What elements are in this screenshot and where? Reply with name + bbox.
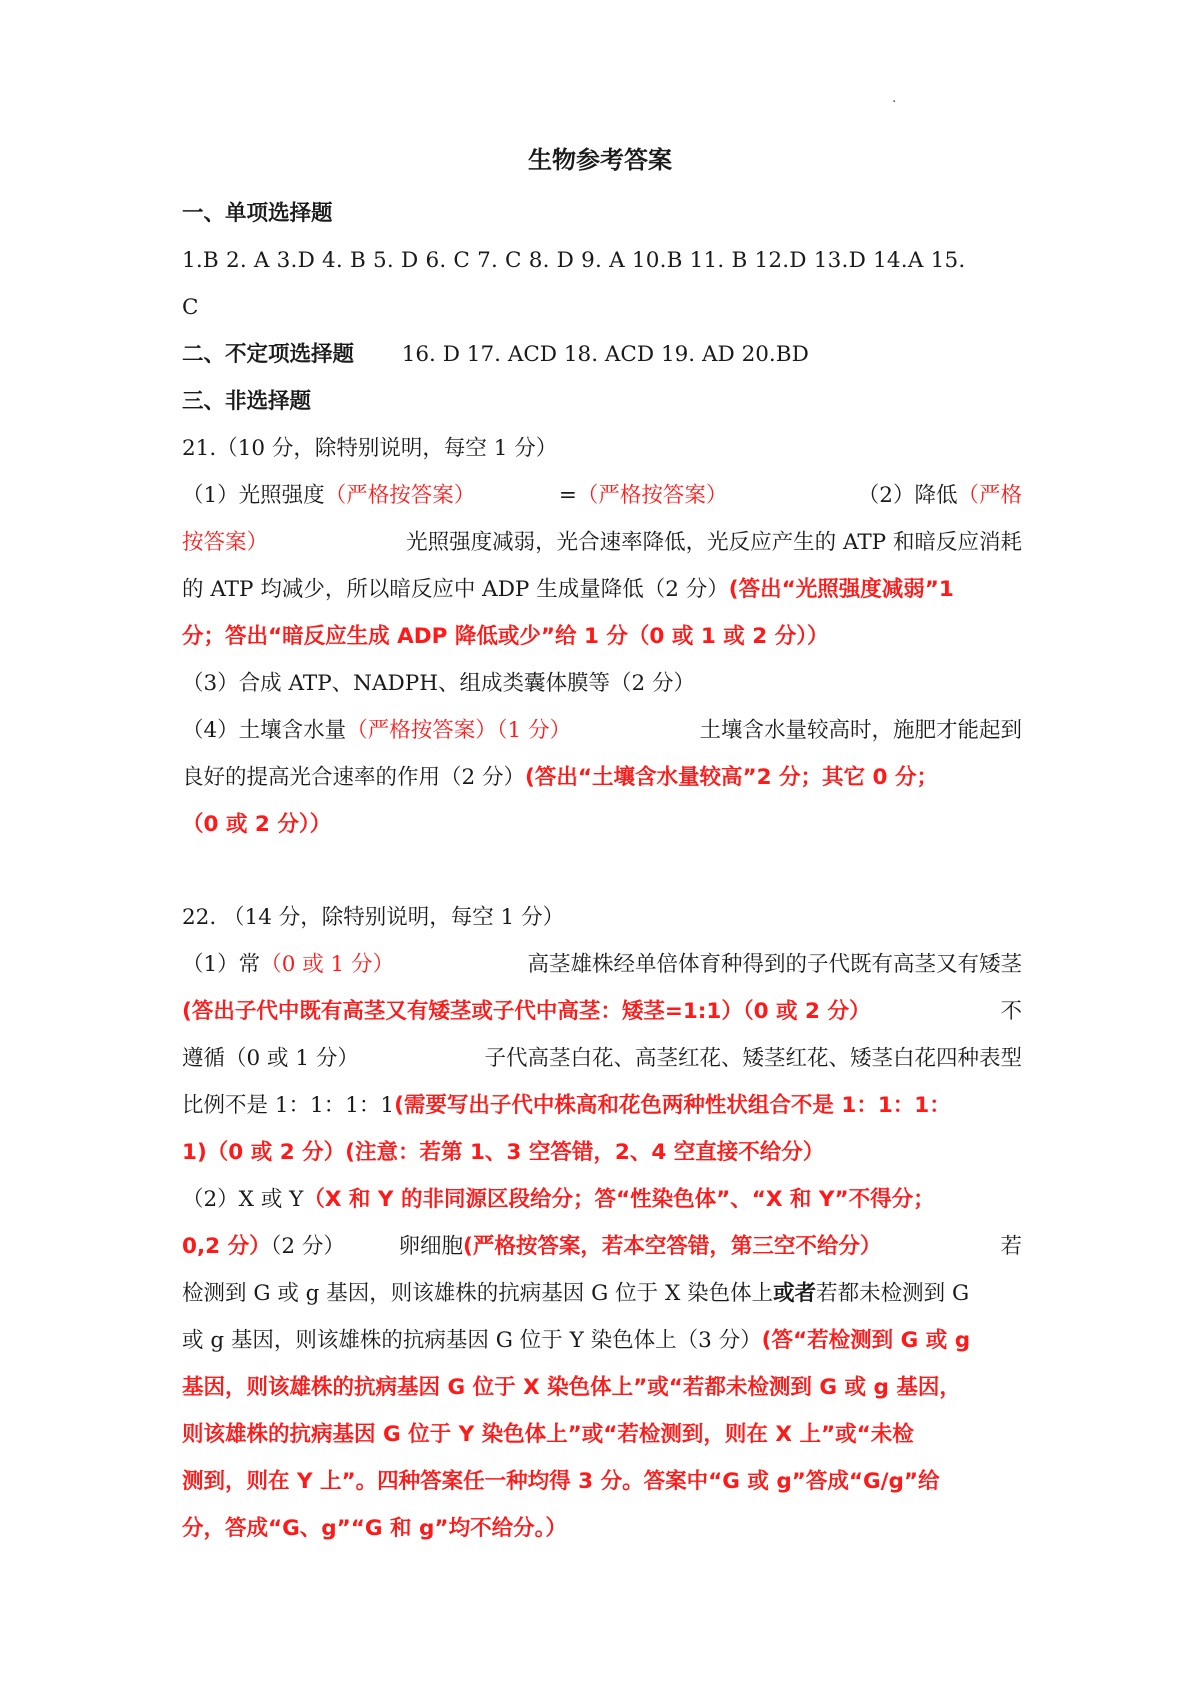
q22-p2-grading-6: 则该雄株的抗病基因 G 位于 Y 染色体上”或“若检测到，则在 X 上”或“未检 — [182, 1422, 914, 1447]
single-choice-answers-tail: C — [182, 295, 199, 320]
q21-p4-note: （严格按答案）（1 分） — [346, 718, 571, 743]
q21-p2-text-2: 的 ATP 均减少，所以暗反应中 ADP 生成量降低（2 分） — [182, 577, 729, 602]
q22-p2-answer-or: 或者 — [773, 1281, 817, 1306]
document-body — [182, 190, 1022, 1552]
q21-p1-note-2: （严格按答案） — [576, 483, 728, 508]
q22-line-1 — [182, 941, 1022, 988]
single-choice-answers: 1.B 2. A 3.D 4. B 5. D 6. C 7. C 8. D 9. A 10.B 11. B 12.D 13.D 14.A 15. — [182, 248, 966, 273]
q22-line-9 — [182, 1317, 1022, 1364]
multi-choice-answers: 16. D 17. ACD 18. ACD 19. AD 20.BD — [401, 342, 809, 367]
q21-p4-answer: （4）土壤含水量 — [182, 718, 347, 743]
q22-p2-grading-3: (严格按答案，若本空答错，第三空不给分） — [463, 1234, 882, 1259]
q22-p1-grading-1: (答出子代中既有高茎又有矮茎或子代中高茎：矮茎=1:1）（0 或 2 分） — [182, 999, 871, 1024]
q21-p4-text-1: 土壤含水量较高时，施肥才能起到 — [699, 718, 1022, 743]
q21-line-6 — [182, 707, 1022, 754]
q22-p2-grading-2: 0,2 分） — [182, 1234, 271, 1259]
q22-p1-note: （0 或 1 分） — [260, 952, 395, 977]
q22-p1-answer: （1）常 — [182, 952, 261, 977]
q21-line-7 — [182, 754, 1022, 801]
q21-p4-text-2: 良好的提高光合速率的作用（2 分） — [182, 765, 526, 790]
q22-p1-text-2: 子代高茎白花、高茎红花、矮茎红花、矮茎白花四种表型 — [484, 1046, 1022, 1071]
section-heading-non-choice: 三、非选择题 — [182, 389, 312, 414]
q21-p2-grading-2: 分；答出“暗反应生成 ADP 降低或少”给 1 分（0 或 1 或 2 分）） — [182, 624, 829, 649]
q21-line-1 — [182, 472, 1022, 519]
q22-line-6 — [182, 1176, 1022, 1223]
q22-line-3 — [182, 1035, 1022, 1082]
q21-p1-answer: （1）光照强度 — [182, 483, 325, 508]
q21-p2-note-1: （严格 — [957, 483, 1022, 508]
q22-p1-text-3: 比例不是 1：1：1：1 — [182, 1093, 395, 1118]
q22-line-7 — [182, 1223, 1022, 1270]
q21-p1-answer-2: = — [558, 483, 577, 508]
q22-p1-grading-2: (需要写出子代中株高和花色两种性状组合不是 1：1：1： — [394, 1093, 951, 1118]
q21-p4-grading-1: (答出“土壤含水量较高”2 分；其它 0 分； — [525, 765, 938, 790]
q22-p2-grading-5: 基因，则该雄株的抗病基因 G 位于 X 染色体上”或“若都未检测到 G 或 g 基因， — [182, 1375, 961, 1400]
q22-p1-grading-3: 1)（0 或 2 分）(注意：若第 1、3 空答错，2、4 空直接不给分） — [182, 1140, 825, 1165]
q21-line-3 — [182, 566, 1022, 613]
q22-p2-answer-3c: 若都未检测到 G — [816, 1281, 970, 1306]
q22-p2-score: （2 分） — [270, 1234, 345, 1259]
q22-p2-answer-3a: 若 — [1000, 1234, 1022, 1259]
q22-p2-grading-1: （X 和 Y 的非同源区段给分；答“性染色体”、“X 和 Y”不得分； — [303, 1187, 935, 1212]
q22-p2-answer-3b: 检测到 G 或 g 基因，则该雄株的抗病基因 G 位于 X 染色体上 — [182, 1281, 774, 1306]
q21-p2-text-1: 光照强度减弱，光合速率降低，光反应产生的 ATP 和暗反应消耗 — [406, 530, 1022, 555]
q22-line-4 — [182, 1082, 1022, 1129]
q22-line-2 — [182, 988, 1022, 1035]
q22-p1-text-1: 高茎雄株经单倍体育种得到的子代既有高茎又有矮茎 — [527, 952, 1022, 977]
q21-p3: （3）合成 ATP、NADPH、组成类囊体膜等（2 分） — [182, 671, 695, 696]
q22-p2-answer-2: 卵细胞 — [398, 1234, 464, 1259]
section-heading-single-choice: 一、单项选择题 — [182, 201, 333, 226]
q22-p2-grading-7: 测到，则在 Y 上”。四种答案任一种均得 3 分。答案中“G 或 g”答成“G/g”给 — [182, 1469, 940, 1494]
q22-p1-answer-2a: 不 — [1000, 999, 1022, 1024]
q22-line-8 — [182, 1270, 1022, 1317]
q22-header: 22. （14 分，除特别说明，每空 1 分） — [182, 905, 565, 930]
q22-p2-grading-4: (答“若检测到 G 或 g — [761, 1328, 971, 1353]
q21-p4-grading-2: （0 或 2 分）） — [182, 812, 332, 837]
q21-p2-note-2: 按答案） — [182, 530, 269, 555]
page-dot-mark: · — [892, 94, 897, 110]
q21-p2-grading-1: (答出“光照强度减弱”1 — [728, 577, 954, 602]
q22-p2-answer-3d: 或 g 基因，则该雄株的抗病基因 G 位于 Y 染色体上（3 分） — [182, 1328, 762, 1353]
multi-choice-line — [182, 331, 1022, 378]
q22-p2-grading-8: 分，答成“G、g”“G 和 g”均不给分。） — [182, 1516, 567, 1541]
q21-header: 21.（10 分，除特别说明，每空 1 分） — [182, 436, 558, 461]
q22-p2-answer: （2）X 或 Y — [182, 1187, 304, 1212]
q22-p1-answer-2b: 遵循（0 或 1 分） — [182, 1046, 359, 1071]
page-title: 生物参考答案 — [528, 146, 672, 174]
q21-p1-note: （严格按答案） — [324, 483, 476, 508]
q21-line-2 — [182, 519, 1022, 566]
q21-p2-answer: （2）降低 — [857, 483, 958, 508]
paragraph-gap — [182, 848, 1022, 894]
section-heading-multi-choice: 二、不定项选择题 — [182, 342, 355, 367]
